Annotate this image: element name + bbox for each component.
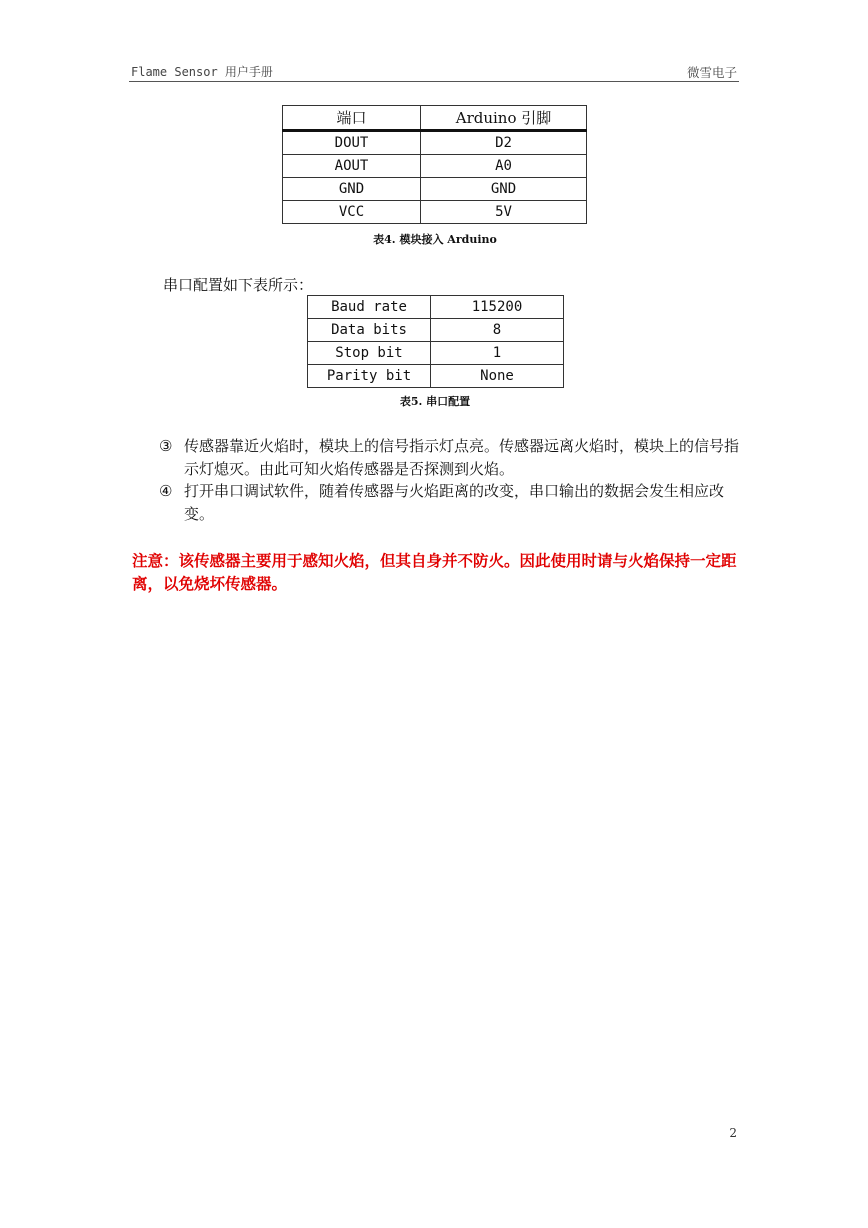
table-row	[308, 365, 564, 388]
serial-config-table	[307, 295, 564, 388]
table-cell: Stop bit	[308, 342, 431, 365]
table-cell: AOUT	[283, 155, 421, 178]
table-cell: 5V	[421, 201, 587, 224]
table-row	[283, 178, 587, 201]
table-header-cell: Arduino 引脚	[421, 106, 587, 131]
list-item-number: ③	[159, 437, 173, 455]
table-cell: DOUT	[283, 131, 421, 155]
list-item-text: 传感器靠近火焰时，模块上的信号指示灯点亮。传感器远离火焰时，模块上的信号指示灯熄灭。由此可知火焰传感器是否探测到火焰。	[184, 437, 740, 478]
table-row	[308, 319, 564, 342]
table-header-cell: 端口	[283, 106, 421, 131]
arduino-pin-table	[282, 105, 587, 224]
table5-caption: 表5. 串口配置	[399, 395, 471, 408]
table-cell: GND	[421, 178, 587, 201]
list-item-number: ④	[159, 482, 173, 500]
page-number: 2	[729, 1126, 737, 1140]
table-row	[283, 131, 587, 155]
table-cell: VCC	[283, 201, 421, 224]
table-cell: Baud rate	[308, 296, 431, 319]
table-cell: Data bits	[308, 319, 431, 342]
table-cell: GND	[283, 178, 421, 201]
table4-caption: 表4. 模块接入 Arduino	[373, 233, 497, 246]
table-header-row	[283, 106, 587, 131]
header-company: 微雪电子	[686, 65, 737, 80]
table-row	[308, 342, 564, 365]
header-divider	[129, 81, 739, 82]
table-cell: D2	[421, 131, 587, 155]
warning-notice: 注意：该传感器主要用于感知火焰，但其自身并不防火。因此使用时请与火焰保持一定距离，以免烧坏传感器。	[132, 551, 737, 593]
table-row	[308, 296, 564, 319]
table-cell: Parity bit	[308, 365, 431, 388]
table-cell: 1	[431, 342, 564, 365]
table-cell: A0	[421, 155, 587, 178]
list-item-text: 打开串口调试软件，随着传感器与火焰距离的改变，串口输出的数据会发生相应改变。	[184, 482, 725, 523]
table-cell: 115200	[431, 296, 564, 319]
header-title: Flame Sensor 用户手册	[131, 65, 273, 79]
list-item	[159, 480, 741, 526]
serial-intro-text: 串口配置如下表所示：	[163, 276, 314, 294]
table-row	[283, 201, 587, 224]
table-row	[283, 155, 587, 178]
list-item	[159, 435, 741, 481]
table-cell: 8	[431, 319, 564, 342]
table-cell: None	[431, 365, 564, 388]
